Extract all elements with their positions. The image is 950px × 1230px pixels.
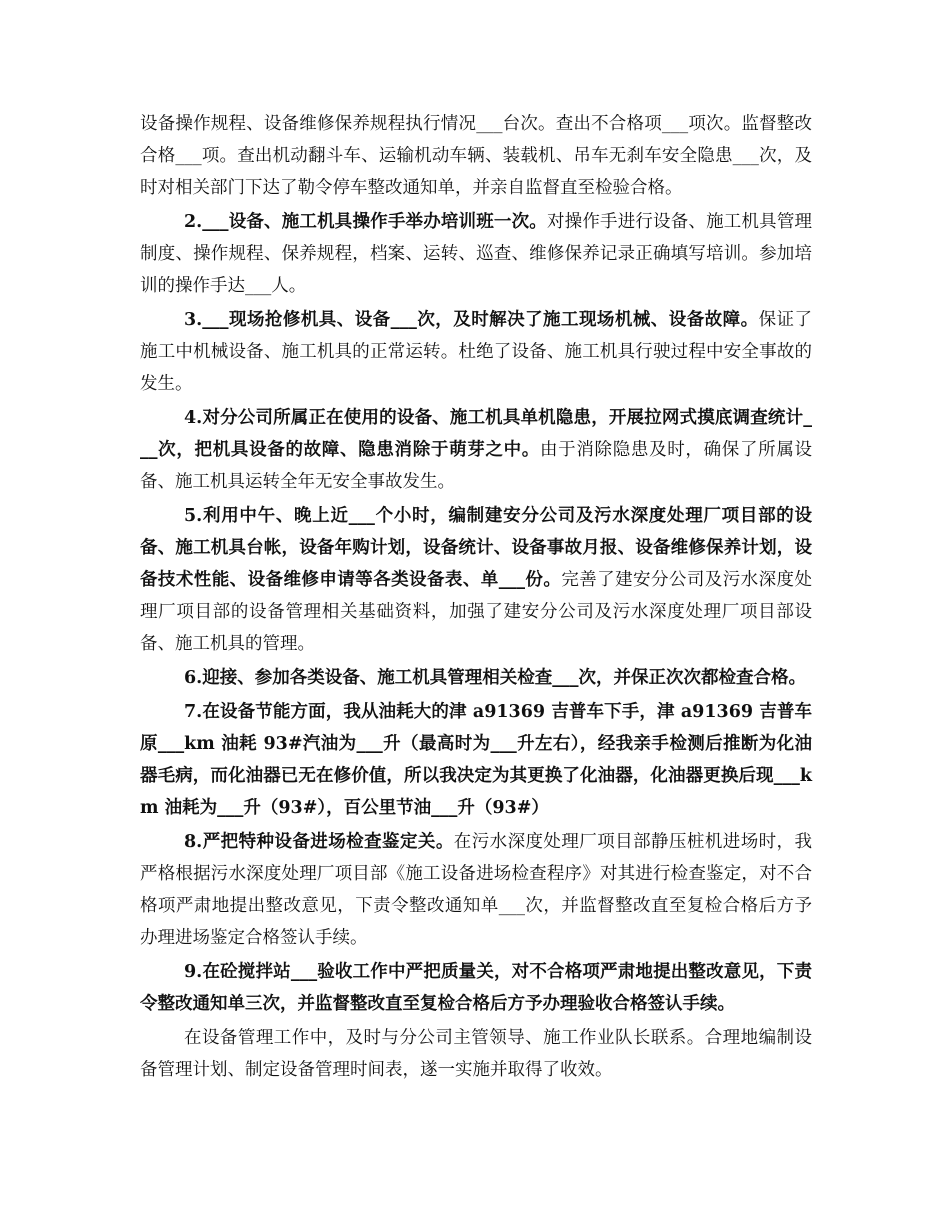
paragraph-4 (140, 402, 812, 498)
paragraph-9 (140, 956, 812, 1020)
document-page (140, 108, 812, 1086)
paragraph-10-text: 在设备管理工作中，及时与分公司主管领导、施工作业队长联系。合理地编制设备管理计划、制定设备管理时间表，遂一实施并取得了收效。 (140, 1028, 812, 1080)
paragraph-5-body: 完善了建安分公司及污水深度处理厂项目部的设备管理相关基础资料，加强了建安分公司及污水深度处理厂项目部设备、施工机具的管理。 (140, 570, 812, 654)
paragraph-1-text: 设备操作规程、设备维修保养规程执行情况___台次。查出不合格项___项次。监督整改合格___项。查出机动翻斗车、运输机动车辆、装载机、吊车无刹车安全隐患___次，及时对相关部门下达了勒令停车整改通知单，并亲自监督直至检验合格。 (140, 114, 812, 198)
paragraph-8-heading: 8.严把特种设备进场检查鉴定关。 (184, 832, 454, 852)
paragraph-7-heading: 7.在设备节能方面，我从油耗大的津 a91369 吉普车下手，津 a91369 吉普车原___km 油耗 93#汽油为___升（最高时为___升左右），经我亲手检测后推断为化油器毛病，而化油器已无在修价值，所以我决定为其更换了化油器，化油器更换后现___km 油耗为___升（93#），百公里节油___升（93#） (140, 702, 812, 818)
paragraph-4-body: 由于消除隐患及时，确保了所属设备、施工机具运转全年无安全事故发生。 (140, 440, 813, 492)
paragraph-4-heading: 4.对分公司所属正在使用的设备、施工机具单机隐患，开展拉网式摸底调查统计___次，把机具设备的故障、隐患消除于萌芽之中。 (140, 408, 812, 460)
paragraph-6 (140, 662, 812, 694)
paragraph-1 (140, 108, 812, 204)
paragraph-3-heading: 3.___现场抢修机具、设备___次，及时解决了施工现场机械、设备故障。 (184, 310, 759, 330)
paragraph-7 (140, 696, 812, 824)
paragraph-6-heading: 6.迎接、参加各类设备、施工机具管理相关检查___次，并保正次次都检查合格。 (184, 668, 807, 688)
paragraph-3-body: 保证了施工中机械设备、施工机具的正常运转。杜绝了设备、施工机具行驶过程中安全事故的发生。 (140, 310, 812, 394)
paragraph-9-heading: 9.在砼搅拌站___验收工作中严把质量关，对不合格项严肃地提出整改意见，下责令整改通知单三次，并监督整改直至复检合格后方予办理验收合格签认手续。 (140, 962, 812, 1014)
paragraph-2-heading: 2.___设备、施工机具操作手举办培训班一次。 (184, 212, 547, 232)
paragraph-8 (140, 826, 812, 954)
paragraph-8-body: 在污水深度处理厂项目部静压桩机进场时，我严格根据污水深度处理厂项目部《施工设备进场检查程序》对其进行检查鉴定，对不合格项严肃地提出整改意见，下责令整改通知单___次，并监督整改直至复检合格后方予办理进场鉴定合格签认手续。 (140, 832, 812, 948)
paragraph-2 (140, 206, 812, 302)
paragraph-3 (140, 304, 812, 400)
paragraph-10 (140, 1022, 812, 1086)
paragraph-5 (140, 500, 812, 660)
paragraph-2-body: 对操作手进行设备、施工机具管理制度、操作规程、保养规程，档案、运转、巡查、维修保养记录正确填写培训。参加培训的操作手达___人。 (140, 212, 812, 296)
paragraph-5-heading: 5.利用中午、晚上近___个小时，编制建安分公司及污水深度处理厂项目部的设备、施工机具台帐，设备年购计划，设备统计、设备事故月报、设备维修保养计划，设备技术性能、设备维修申请等各类设备表、单___份。 (140, 506, 812, 590)
